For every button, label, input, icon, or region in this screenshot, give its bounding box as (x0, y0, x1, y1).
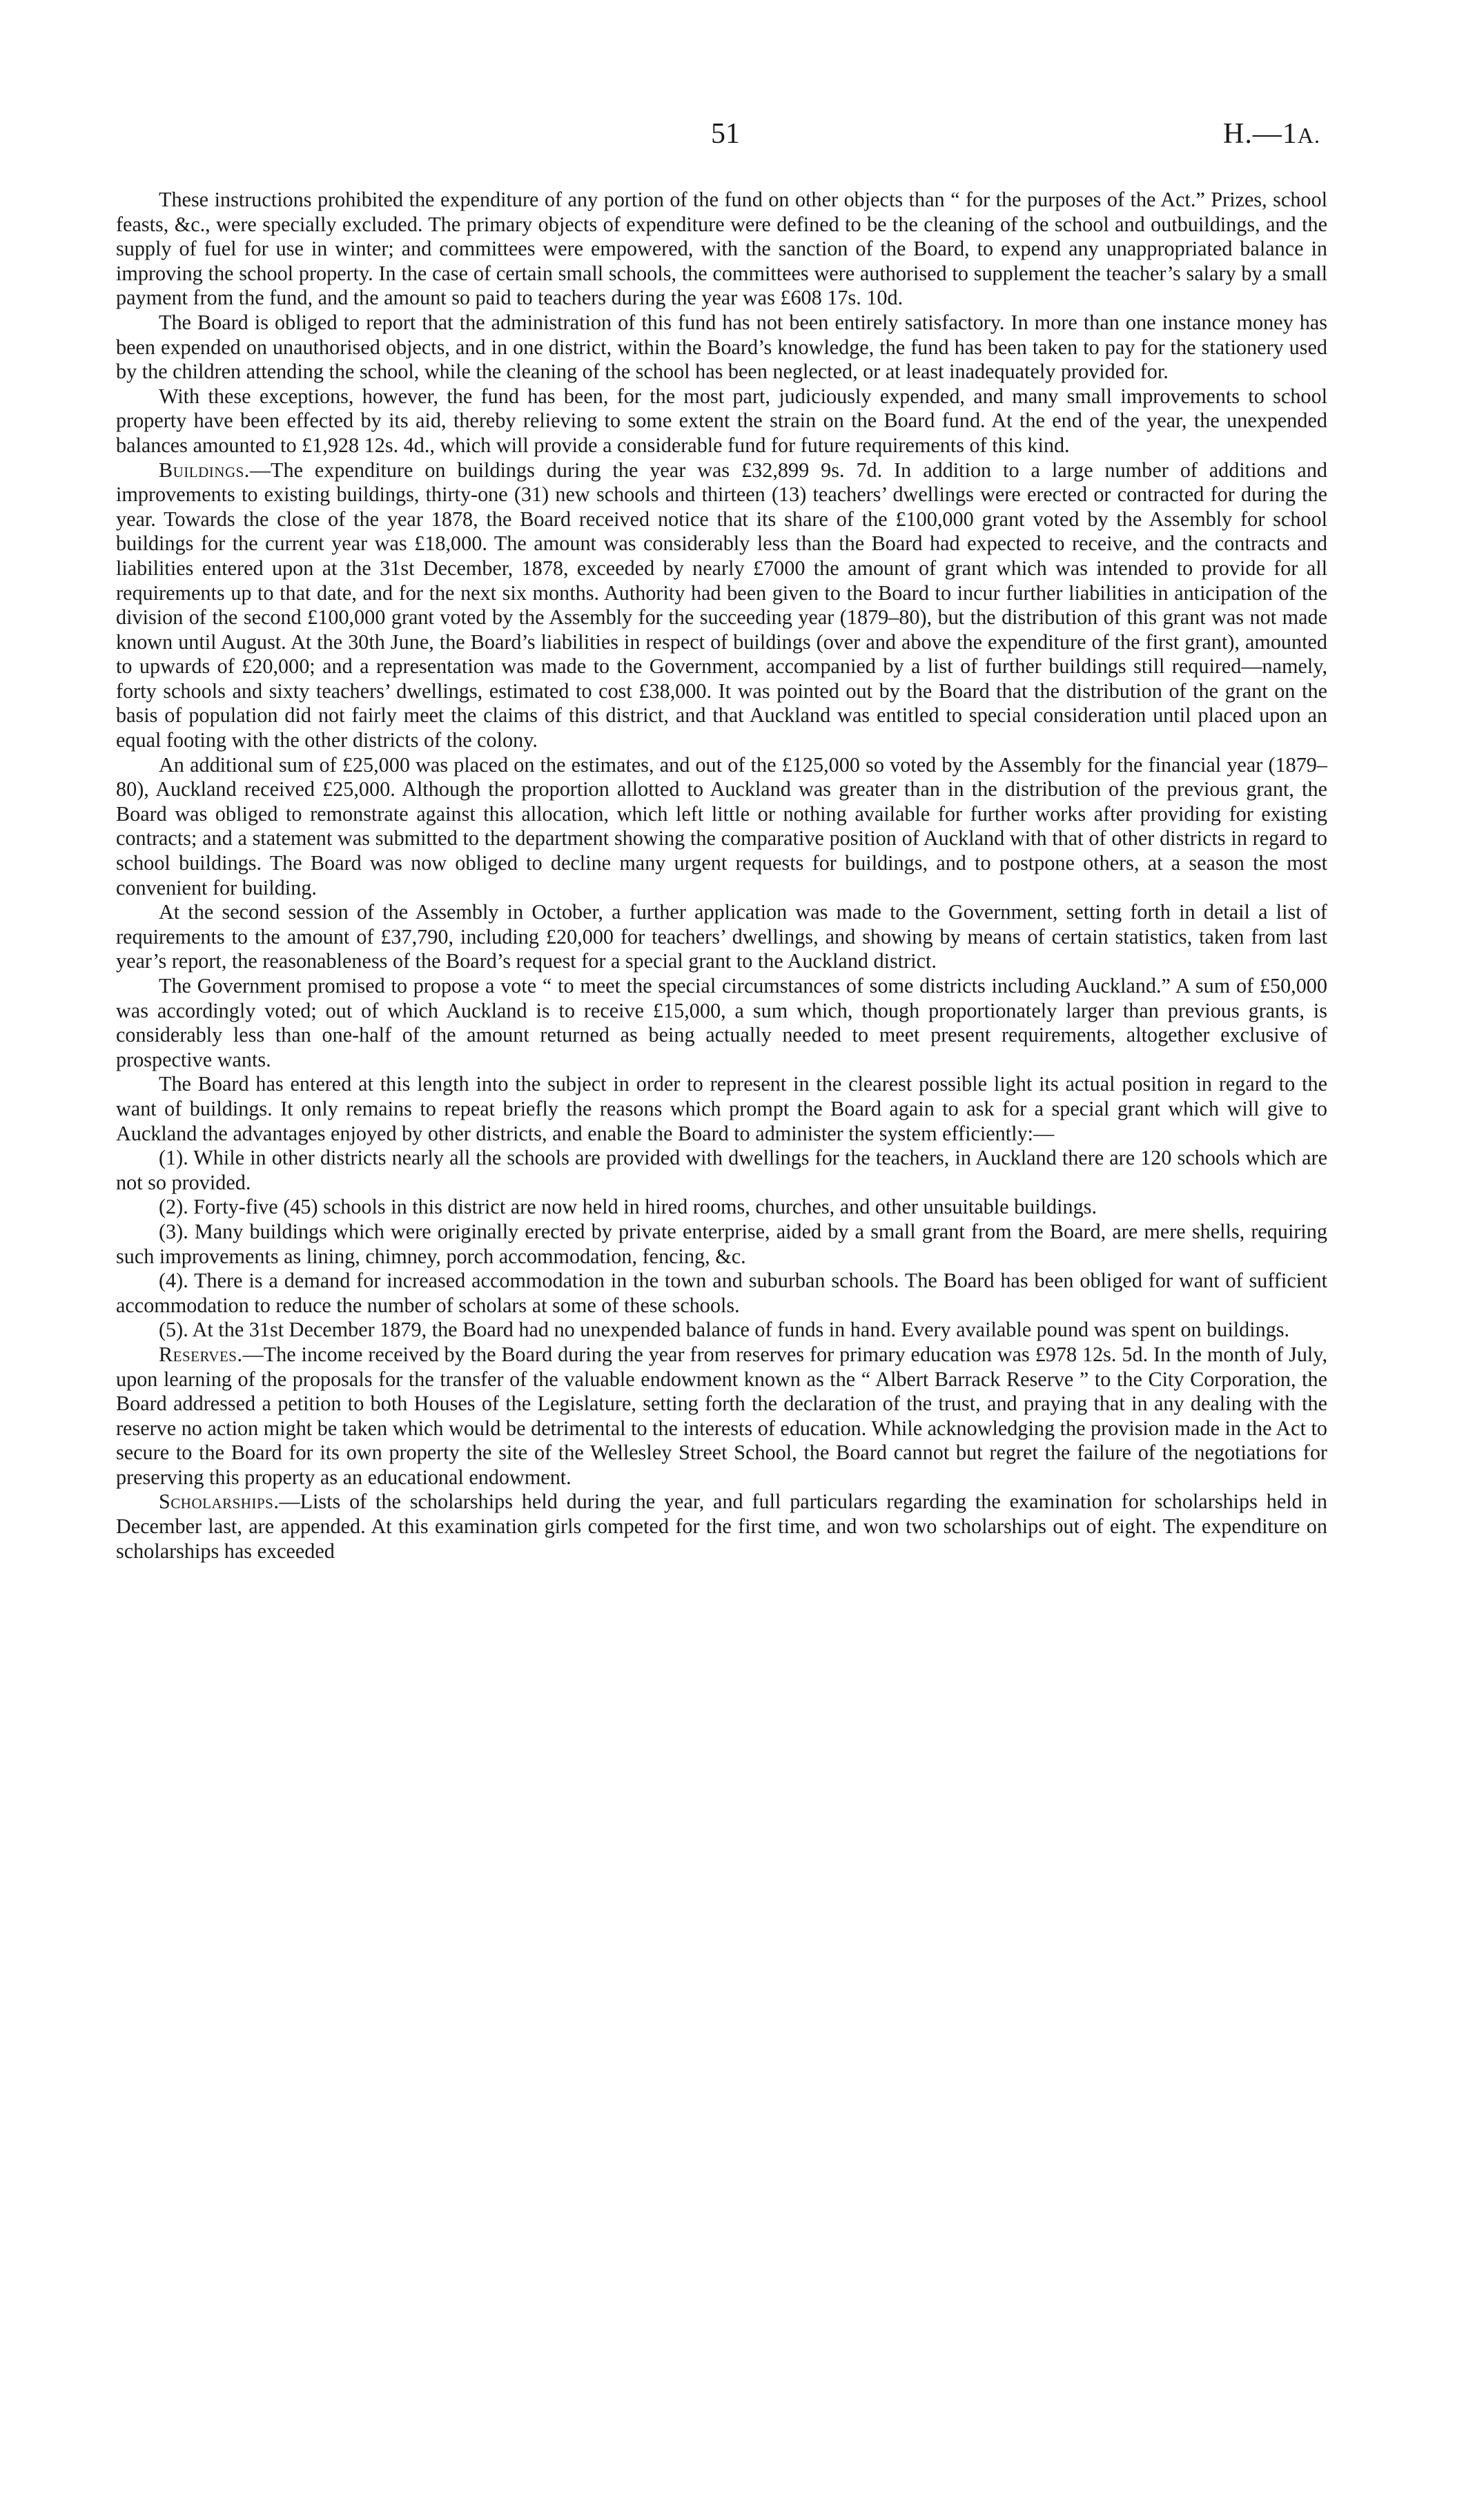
paragraph-text: With these exceptions, however, the fund has been, for the most part, judiciously expended, and many small improvements to school property have been effected by its aid, thereby relieving to some extent the strain on the Board fund. At the end of the year, the unexpended balances amounted to £1,928 12s. 4d., which will provide a considerable fund for future requirements of this kind. (116, 384, 1327, 457)
list-item-2 (116, 1195, 1327, 1220)
list-item-text: (2). Forty-five (45) schools in this district are now held in hired rooms, churches, and other unsuitable buildings. (159, 1195, 1097, 1219)
document-code-main: H.—1 (1223, 118, 1298, 150)
paragraph-2 (116, 311, 1327, 384)
section-heading-buildings: Buildings. (159, 458, 250, 482)
paragraph-1 (116, 188, 1327, 311)
page-number: 51 (711, 118, 740, 150)
list-item-3 (116, 1220, 1327, 1269)
paragraph-text: The Board is obliged to report that the administration of this fund has not been entirely satisfactory. In more than one instance money has been expended on unauthorised objects, and in one district, within the Board’s knowledge, the fund has been taken to pay for the stationery used by the children attending the school, while the cleaning of the school has been neglected, or at least inadequately provided for. (116, 310, 1327, 384)
document-code (1223, 117, 1320, 150)
list-item-5 (116, 1318, 1327, 1343)
document-code-suffix: A. (1297, 123, 1320, 148)
paragraph-7 (116, 974, 1327, 1072)
paragraph-text: The Board has entered at this length into the subject in order to represent in the clearest possible light its actual position in regard to the want of buildings. It only remains to repeat briefly the reasons which prompt the Board again to ask for a special grant which will give to Auckland the advantages enjoyed by other districts, and enable the Board to administer the system efficiently:— (116, 1072, 1327, 1145)
paragraph-reserves (116, 1343, 1327, 1490)
section-heading-reserves: Reserves. (159, 1342, 243, 1366)
list-item-text: (1). While in other districts nearly all the schools are provided with dwellings for the teachers, in Auckland there are 120 schools which are not so provided. (116, 1146, 1327, 1194)
list-item-text: (3). Many buildings which were originally erected by private enterprise, aided by a small grant from the Board, are mere shells, requiring such improvements as lining, chimney, porch accommodation, fencing, &c. (116, 1219, 1327, 1268)
list-item-1 (116, 1146, 1327, 1195)
paragraph-text: At the second session of the Assembly in October, a further application was made to the Government, setting forth in detail a list of requirements to the amount of £37,790, including £20,000 for teachers’ dwellings, and showing by means of certain statistics, taken from last year’s report, the reasonableness of the Board’s request for a special grant to the Auckland district. (116, 900, 1327, 973)
list-item-4 (116, 1269, 1327, 1318)
paragraph-text: —The expenditure on buildings during the year was £32,899 9s. 7d. In addition to a large number of additions and improvements to existing buildings, thirty-one (31) new schools and thirteen (13) teachers’ dwellings were erected or contracted for during the year. Towards the close of the year 1878, the Board received notice that its share of the £100,000 grant voted by the Assembly for school buildings for the current year was £18,000. The amount was considerably less than the Board had expected to receive, and the contracts and liabilities entered upon at the 31st December, 1878, exceeded by nearly £7000 the amount of grant which was intended to provide for all requirements up to that date, and for the next six months. Authority had been given to the Board to incur further liabilities in anticipation of the division of the second £100,000 grant voted by the Assembly for the succeeding year (1879–80), but the distribution of this grant was not made known until August. At the 30th June, the Board’s liabilities in respect of buildings (over and above the expenditure of the first grant), amounted to upwards of £20,000; and a representation was made to the Government, accompanied by a list of further buildings still required—namely, forty schools and sixty teachers’ dwellings, estimated to cost £38,000. It was pointed out by the Board that the distribution of the grant on the basis of population did not fairly meet the claims of this district, and that Auckland was entitled to special consideration until placed upon an equal footing with the other districts of the colony. (116, 458, 1327, 752)
paragraph-text: An additional sum of £25,000 was placed on the estimates, and out of the £125,000 so voted by the Assembly for the financial year (1879–80), Auckland received £25,000. Although the proportion allotted to Auckland was greater than in the distribution of the previous grant, the Board was obliged to remonstrate against this allocation, which left little or nothing available for further works after providing for existing contracts; and a statement was submitted to the department showing the comparative position of Auckland with that of other districts in regard to school buildings. The Board was now obliged to decline many urgent requests for buildings, and to postpone others, at a season the most convenient for building. (116, 752, 1327, 899)
paragraph-buildings (116, 458, 1327, 753)
paragraph-8 (116, 1072, 1327, 1146)
section-heading-scholarships: Scholarships. (159, 1490, 280, 1514)
paragraph-text: —The income received by the Board during the year from reserves for primary education was £978 12s. 5d. In the month of July, upon learning of the proposals for the transfer of the valuable endowment known as the “ Albert Barrack Reserve ” to the City Corporation, the Board addressed a petition to both Houses of the Legislature, setting forth the declaration of the trust, and praying that in any dealing with the reserve no action might be taken which would be detrimental to the interests of education. While acknowledging the provision made in the Act to secure to the Board for its own property the site of the Wellesley Street School, the Board cannot but regret the failure of the negotiations for preserving this property as an educational endowment. (116, 1342, 1327, 1489)
paragraph-3 (116, 384, 1327, 458)
list-item-text: (5). At the 31st December 1879, the Board had no unexpended balance of funds in hand. Every available pound was spent on buildings. (159, 1318, 1290, 1342)
document-body (116, 188, 1327, 1564)
paragraph-text: —Lists of the scholarships held during the year, and full particulars regarding the examination for scholarships held in December last, are appended. At this examination girls competed for the first time, and won two scholarships out of eight. The expenditure on scholarships has exceeded (116, 1490, 1327, 1563)
page-header (116, 0, 1327, 155)
paragraph-scholarships (116, 1490, 1327, 1564)
paragraph-5 (116, 753, 1327, 901)
list-item-text: (4). There is a demand for increased accommodation in the town and suburban schools. The Board has been obliged for want of sufficient accommodation to reduce the number of scholars at some of these schools. (116, 1269, 1327, 1317)
document-page (116, 0, 1327, 155)
paragraph-6 (116, 900, 1327, 974)
paragraph-text: These instructions prohibited the expenditure of any portion of the fund on other objects than “ for the purposes of the Act.” Prizes, school feasts, &c., were specially excluded. The primary objects of expenditure were defined to be the cleaning of the school and outbuildings, and the supply of fuel for use in winter; and committees were empowered, with the sanction of the Board, to expend any unappropriated balance in improving the school property. In the case of certain small schools, the committees were authorised to supplement the teacher’s salary by a small payment from the fund, and the amount so paid to teachers during the year was £608 17s. 10d. (116, 188, 1327, 310)
paragraph-text: The Government promised to propose a vote “ to meet the special circumstances of some districts including Auckland.” A sum of £50,000 was accordingly voted; out of which Auckland is to receive £15,000, a sum which, though proportionately larger than previous grants, is considerably less than one-half of the amount returned as being actually needed to meet present requirements, altogether exclusive of prospective wants. (116, 974, 1327, 1071)
